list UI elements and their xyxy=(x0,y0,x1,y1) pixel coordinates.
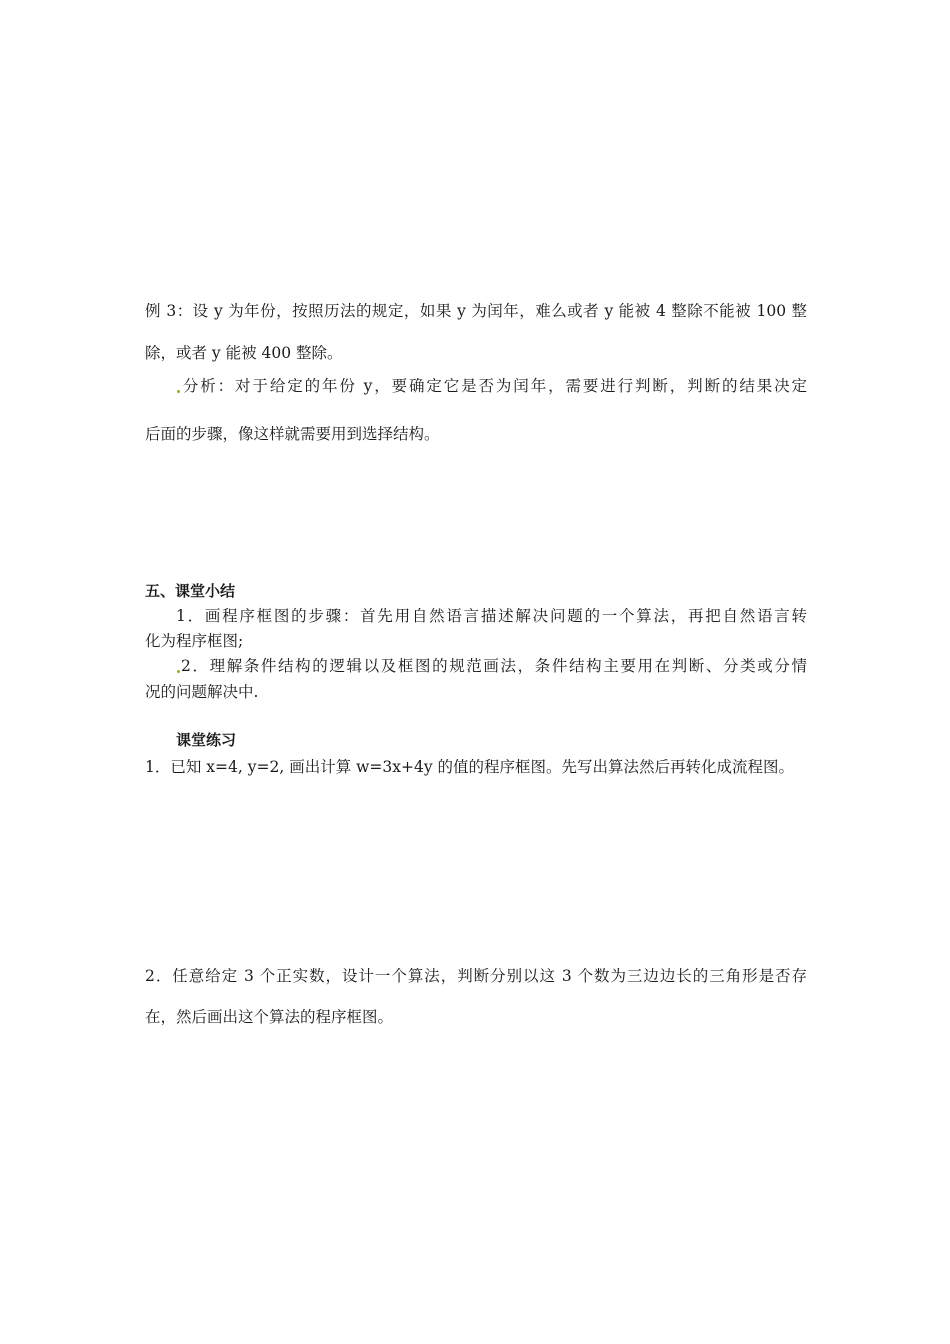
analysis-line1 xyxy=(176,376,807,396)
annotation-dot-icon xyxy=(177,670,180,673)
summary-item1-line1: 1．画程序框图的步骤：首先用自然语言描述解决问题的一个算法，再把自然语言转 xyxy=(176,607,807,625)
summary-item2-line1-text: 2．理解条件结构的逻辑以及框图的规范画法，条件结构主要用在判断、分类或分情 xyxy=(181,657,807,675)
practice-question2-line2: 在，然后画出这个算法的程序框图。 xyxy=(145,1008,394,1026)
annotation-dot-icon xyxy=(177,390,180,393)
summary-item2-line1 xyxy=(176,656,807,676)
practice-question2-line1: 2．任意给定 3 个正实数，设计一个算法，判断分别以这 3 个数为三边边长的三角形是否存 xyxy=(145,967,807,985)
practice-question1: 1．已知 x=4, y=2, 画出计算 w=3x+4y 的值的程序框图。先写出算法然后再转化成流程图。 xyxy=(145,758,795,776)
example3-line2: 除，或者 y 能被 400 整除。 xyxy=(145,344,343,362)
summary-item2-line2: 况的问题解决中. xyxy=(145,683,259,701)
practice-heading: 课堂练习 xyxy=(176,731,237,749)
example3-line1: 例 3：设 y 为年份，按照历法的规定，如果 y 为闰年，难么或者 y 能被 4 整除不能被 100 整 xyxy=(145,302,807,320)
analysis-line1-text: 分析：对于给定的年份 y，要确定它是否为闰年，需要进行判断，判断的结果决定 xyxy=(181,377,807,395)
analysis-line2: 后面的步骤，像这样就需要用到选择结构。 xyxy=(145,425,440,443)
summary-heading: 五、课堂小结 xyxy=(145,582,236,600)
summary-item1-line2: 化为程序框图; xyxy=(145,632,244,650)
